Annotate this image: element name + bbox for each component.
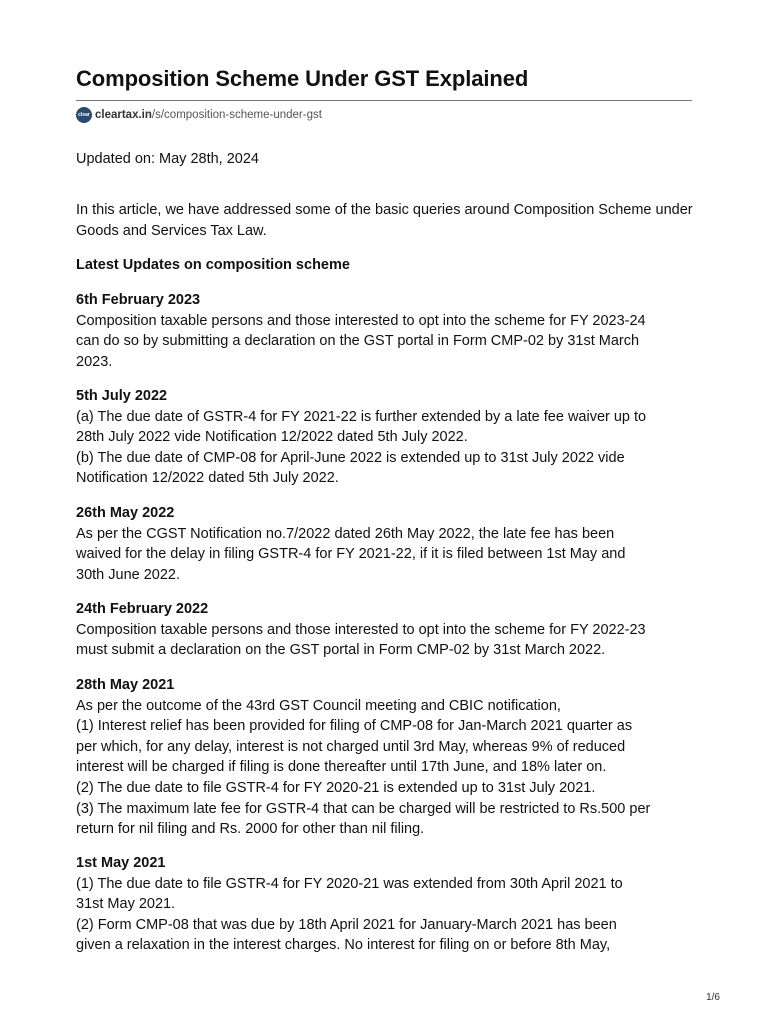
update-line: As per the outcome of the 43rd GST Council meeting and CBIC notification, <box>76 697 561 714</box>
source-domain[interactable]: cleartax.in <box>95 109 152 121</box>
update-block <box>76 503 701 585</box>
update-date: 5th July 2022 <box>76 388 168 404</box>
latest-updates-heading: Latest Updates on composition scheme <box>76 257 350 273</box>
update-line: (b) The due date of CMP-08 for April-June 2022 is extended up to 31st July 2022 vide <box>76 449 625 466</box>
update-line: 28th July 2022 vide Notification 12/2022 dated 5th July 2022. <box>76 429 468 446</box>
update-line: 31st May 2021. <box>76 896 176 913</box>
update-line: (3) The maximum late fee for GSTR-4 that can be charged will be restricted to Rs.500 per <box>76 800 651 817</box>
page-number: 1/6 <box>706 992 720 1003</box>
update-line: (2) Form CMP-08 that was due by 18th April 2021 for January-March 2021 has been <box>76 916 617 933</box>
update-date: 1st May 2021 <box>76 855 166 871</box>
update-line: As per the CGST Notification no.7/2022 dated 26th May 2022, the late fee has been <box>76 525 615 542</box>
update-line: (1) The due date to file GSTR-4 for FY 2020-21 was extended from 30th April 2021 to <box>76 875 623 892</box>
intro-paragraph: In this article, we have addressed some of the basic queries around Composition Scheme under Goods and Services Tax Law. <box>76 202 693 239</box>
update-line: interest will be charged if filing is done thereafter until 17th June, and 18% later on. <box>76 759 607 776</box>
update-line: 30th June 2022. <box>76 566 181 583</box>
update-block <box>76 599 701 661</box>
update-line: must submit a declaration on the GST portal in Form CMP-02 by 31st March 2022. <box>76 642 606 659</box>
page-title: Composition Scheme Under GST Explained <box>76 66 529 91</box>
update-block <box>76 675 701 840</box>
update-line: Composition taxable persons and those interested to opt into the scheme for FY 2022-23 <box>76 621 646 638</box>
source-path[interactable]: /s/composition-scheme-under-gst <box>151 109 322 121</box>
update-date: 6th February 2023 <box>76 292 201 308</box>
source-link[interactable] <box>76 106 322 124</box>
updated-date: Updated on: May 28th, 2024 <box>76 151 259 167</box>
update-line: per which, for any delay, interest is not charged until 3rd May, whereas 9% of reduced <box>76 738 626 755</box>
update-block <box>76 386 701 489</box>
update-line: can do so by submitting a declaration on the GST portal in Form CMP-02 by 31st March <box>76 333 640 350</box>
update-line: waived for the delay in filing GSTR-4 for FY 2021-22, if it is filed between 1st May and <box>76 546 626 563</box>
update-line: return for nil filing and Rs. 2000 for other than nil filing. <box>76 821 425 838</box>
update-line: Notification 12/2022 dated 5th July 2022. <box>76 470 339 487</box>
update-line: (a) The due date of GSTR-4 for FY 2021-22 is further extended by a late fee waiver up to <box>76 408 647 425</box>
update-date: 24th February 2022 <box>76 601 209 617</box>
update-line: given a relaxation in the interest charges. No interest for filing on or before 8th May, <box>76 937 611 954</box>
cleartax-logo-icon: clear <box>76 107 92 123</box>
update-block <box>76 853 701 956</box>
update-line: Composition taxable persons and those interested to opt into the scheme for FY 2023-24 <box>76 312 646 329</box>
update-line: 2023. <box>76 353 113 370</box>
update-date: 28th May 2021 <box>76 677 175 693</box>
title-divider <box>76 100 692 101</box>
update-block <box>76 290 701 372</box>
update-line: (1) Interest relief has been provided for filing of CMP-08 for Jan-March 2021 quarter as <box>76 718 633 735</box>
update-date: 26th May 2022 <box>76 505 175 521</box>
update-line: (2) The due date to file GSTR-4 for FY 2020-21 is extended up to 31st July 2021. <box>76 779 596 796</box>
